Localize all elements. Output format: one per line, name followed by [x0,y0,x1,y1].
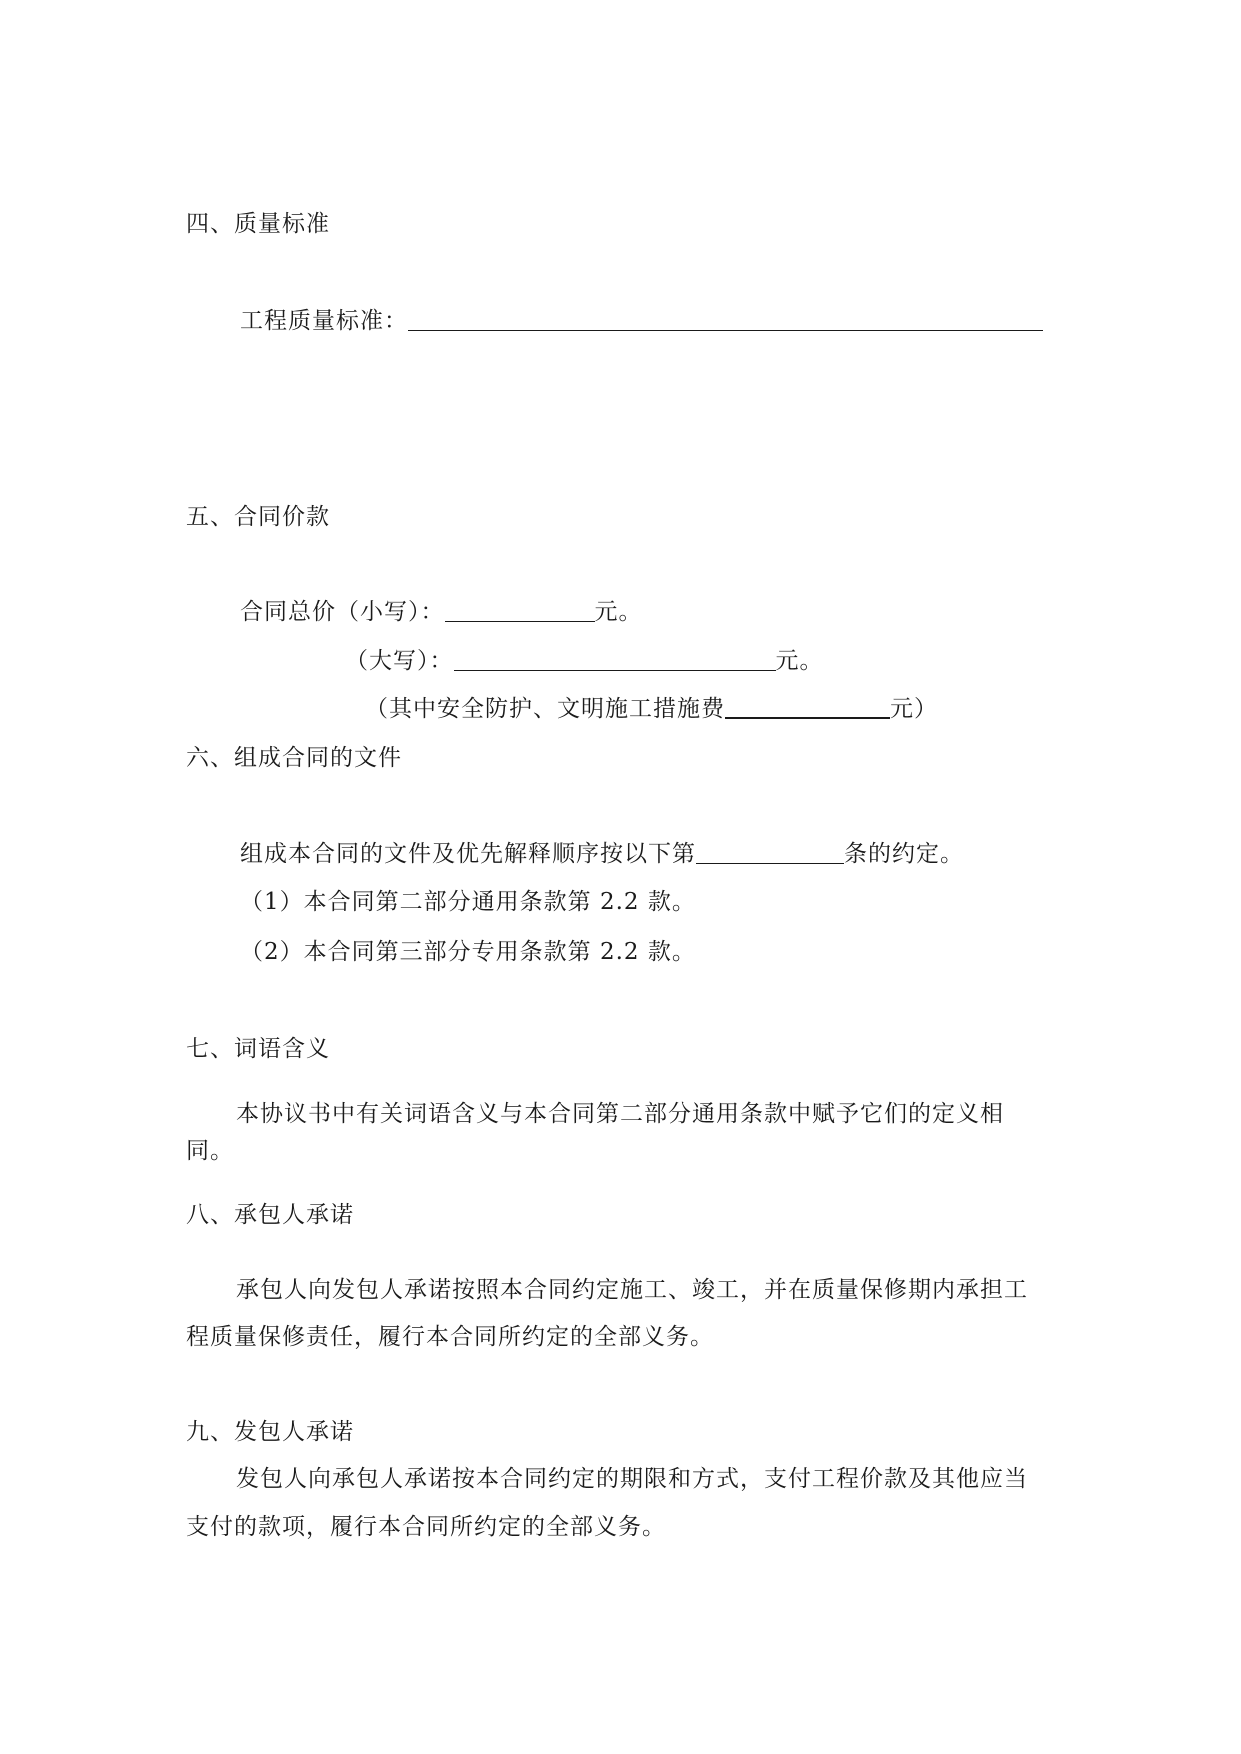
total-price-large-label: （大写）： [345,648,454,674]
total-price-large-blank[interactable] [454,648,776,671]
safety-fee-unit: 元） [890,696,938,722]
quality-standard-label: 工程质量标准： [240,308,408,334]
section-6-heading: 六、组成合同的文件 [186,745,402,771]
employer-promise-line-1: 发包人向承包人承诺按本合同约定的期限和方式，支付工程价款及其他应当 [236,1466,1028,1492]
safety-fee-row [365,692,938,726]
documents-order-blank[interactable] [696,841,844,864]
employer-promise-line-2: 支付的款项，履行本合同所约定的全部义务。 [186,1514,666,1540]
total-price-small-unit: 元。 [594,599,643,625]
documents-intro-row [240,837,964,871]
section-4-heading: 四、质量标准 [186,211,330,237]
total-price-small-label: 合同总价（小写）： [240,599,445,625]
section-9-heading: 九、发包人承诺 [186,1419,354,1445]
total-price-small-row [240,595,643,629]
safety-fee-blank[interactable] [725,695,890,719]
documents-item-2: （2）本合同第三部分专用条款第 2.2 款。 [240,939,696,965]
safety-fee-label: （其中安全防护、文明施工措施费 [365,696,725,722]
section-5-heading: 五、合同价款 [186,504,330,530]
section-7-heading: 七、词语含义 [186,1036,330,1062]
definitions-paragraph-line-1: 本协议书中有关词语含义与本合同第二部分通用条款中赋予它们的定义相 [236,1101,1004,1127]
contractor-promise-line-2: 程质量保修责任，履行本合同所约定的全部义务。 [186,1324,714,1350]
contractor-promise-line-1: 承包人向发包人承诺按照本合同约定施工、竣工，并在质量保修期内承担工 [236,1277,1028,1303]
definitions-paragraph-line-2: 同。 [186,1138,234,1164]
section-8-heading: 八、承包人承诺 [186,1202,354,1228]
total-price-large-unit: 元。 [775,648,824,674]
documents-item-1: （1）本合同第二部分通用条款第 2.2 款。 [240,889,696,915]
quality-standard-row [240,304,1043,338]
total-price-small-blank[interactable] [445,599,595,622]
total-price-large-row [345,644,824,678]
quality-standard-blank[interactable] [408,308,1043,331]
documents-intro-label: 组成本合同的文件及优先解释顺序按以下第 [240,841,696,867]
documents-intro-suffix: 条的约定。 [844,841,964,867]
